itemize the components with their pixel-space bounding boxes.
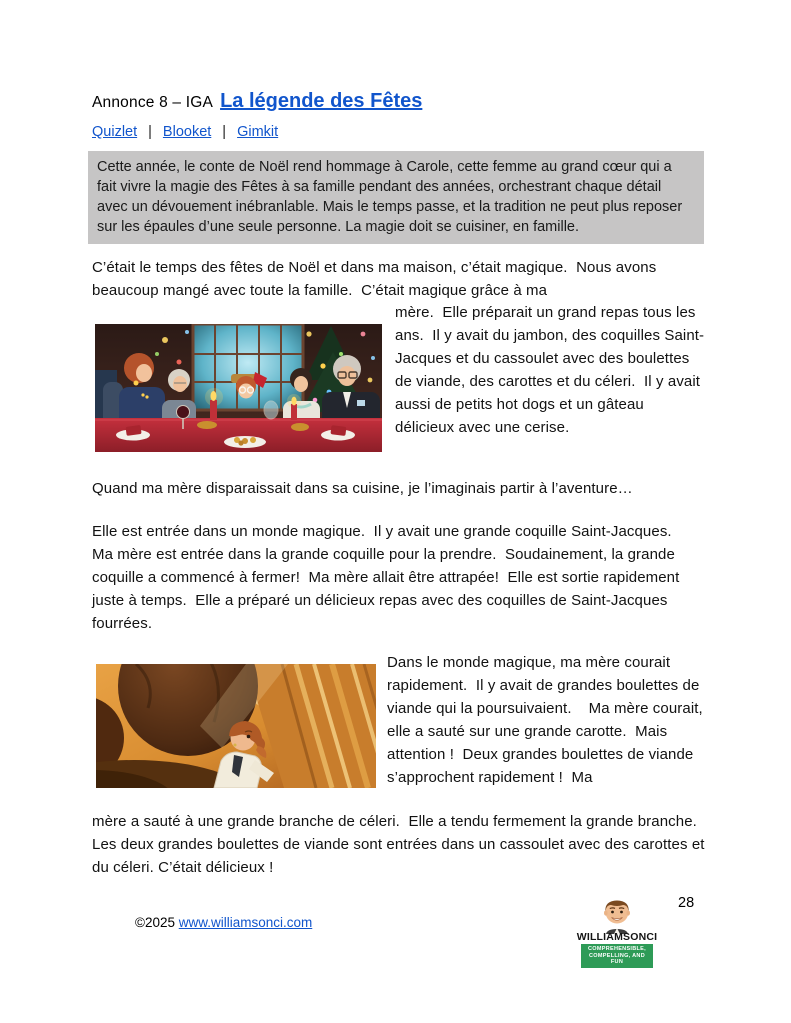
story-paragraph-4-continuation: mère a sauté à une grande branche de céleri. Elle a tendu fermement la grande branche. Les deux grandes boulettes de viande sont entrées dans un cassoulet avec des carottes et du céleri. C’était délicieux ! [92, 813, 709, 876]
christmas-dinner-illustration [95, 324, 382, 452]
story-paragraph-4-beside-image: Dans le monde magique, ma mère courait rapidement. Il y avait de grandes boulettes de viande qui la poursuivaient. Ma mère courait, elle a sauté sur une grande carotte. Mais attention ! Deux grandes boulettes de viande s’approchent rapidement ! Ma [387, 654, 708, 786]
brand-tagline: COMPREHENSIBLE, COMPELLING, AND FUN [581, 944, 653, 968]
story-paragraph-1-intro: C’était le temps des fêtes de Noël et dans ma maison, c’était magique. Nous avons beaucoup mangé avec toute la famille. C’était magique grâce à ma [92, 259, 661, 299]
copyright-line [135, 915, 312, 930]
announcement-label: Annonce 8 – IGA [92, 94, 214, 111]
story-title-link[interactable]: La légende des Fêtes [220, 90, 423, 112]
page-number: 28 [678, 895, 695, 911]
meatball-adventure-illustration [96, 664, 376, 788]
copyright-text: ©2025 [135, 915, 179, 930]
williamsonci-logo [576, 896, 658, 968]
resource-links [92, 124, 278, 140]
brand-avatar-icon [598, 896, 636, 934]
christmas-dinner-image [95, 324, 382, 452]
story-paragraph-2: Quand ma mère disparaissait dans sa cuisine, je l’imaginais partir à l’aventure… [92, 480, 633, 497]
link-separator: | [148, 124, 152, 140]
meatball-adventure-image [96, 664, 376, 788]
commercial-summary-box: Cette année, le conte de Noël rend hommage à Carole, cette femme au grand cœur qui a fait vivre la magie des Fêtes à sa famille pendant des années, orchestrant chaque détail avec un dévouement inébranlable. Mais le temps passe, et la tradition ne peut plus reposer sur les épaules d’une seule personne. La magie doit se cuisiner, en famille. [88, 151, 704, 244]
gimkit-link[interactable]: Gimkit [237, 124, 279, 140]
page-title [92, 90, 422, 113]
story-paragraph-3: Elle est entrée dans un monde magique. Il y avait une grande coquille Saint-Jacques. Ma mère est entrée dans la grande coquille pour la prendre. Soudainement, la grande coquille a commencé à fermer! Ma mère allait être attrapée! Elle est sortie rapidement juste à temps. Elle a préparé un délicieux repas avec des coquilles de Saint-Jacques fourrées. [92, 523, 685, 632]
brand-name: WILLIAMSONCI [576, 931, 658, 943]
link-separator: | [222, 124, 227, 140]
website-link[interactable]: www.williamsonci.com [178, 915, 313, 930]
story-paragraph-1-beside-image: mère. Elle préparait un grand repas tous les ans. Il y avait du jambon, des coquilles Saint-Jacques et du cassoulet avec des boulettes de viande, des carottes et du céleri. Il y avait aussi de petits hot dogs et un gâteau délicieux avec une cerise. [395, 304, 705, 436]
quizlet-link[interactable]: Quizlet [92, 124, 138, 140]
blooket-link[interactable]: Blooket [162, 124, 212, 140]
